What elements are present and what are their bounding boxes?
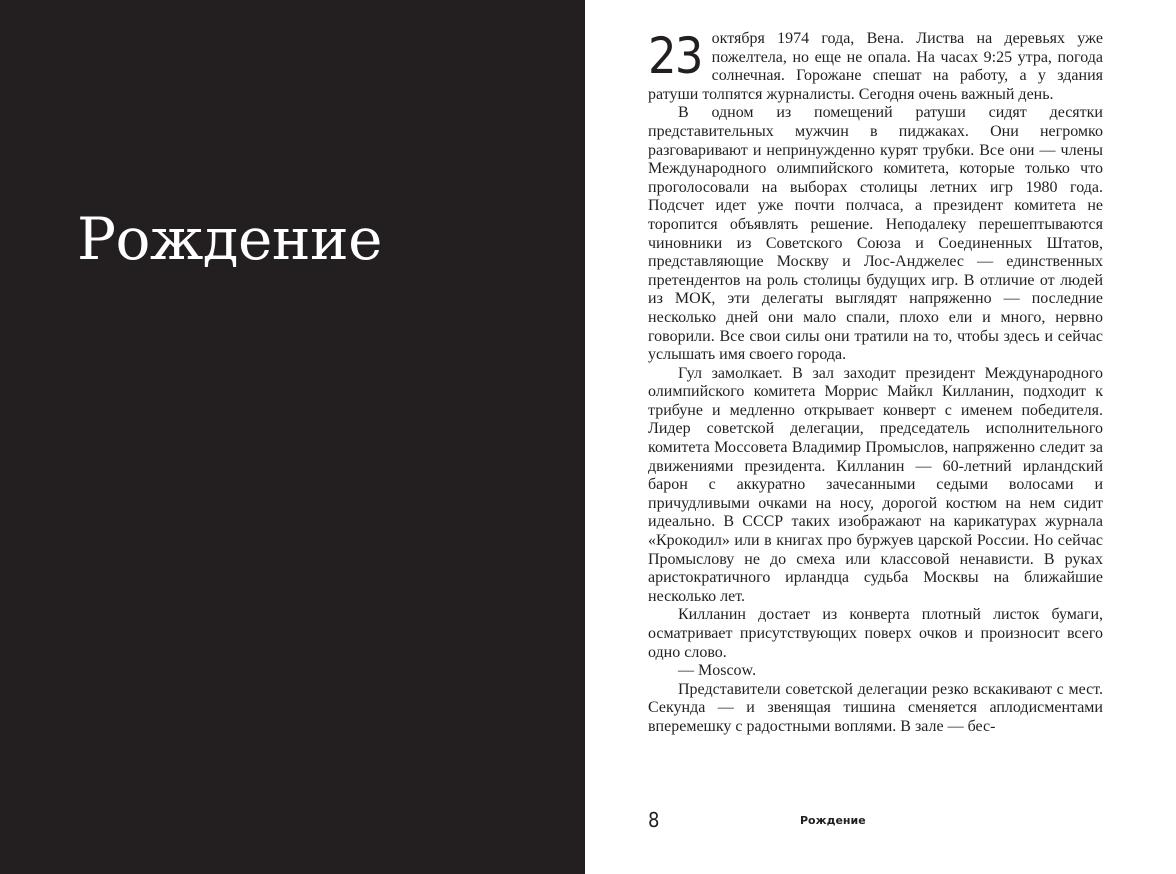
paragraph-4: Килланин достает из конверта плотный листок бумаги, осматривает присутствующих поверх очков и произносит всего одно слово. xyxy=(648,606,1103,661)
paragraph-1-text: октября 1974 года, Вена. Листва на деревьях уже пожелтела, но еще не опала. На часах 9:25 утра, погода солнечная. Горожане спешат на работу, а у здания ратуши толпятся журналисты. Сегодня очень важный день. xyxy=(648,30,1103,103)
chapter-title: Рождение xyxy=(77,205,382,273)
page-footer xyxy=(648,808,1103,836)
paragraph-1 xyxy=(648,27,1103,104)
paragraph-6: Представители советской делегации резко вскакивают с мест. Секунда — и звенящая тишина сменяется аплодисментами вперемешку с радостными воплями. В зале — бес- xyxy=(648,680,1103,735)
right-page xyxy=(585,0,1176,874)
body-text xyxy=(648,27,1103,737)
running-head: Рождение xyxy=(800,814,866,827)
drop-cap-date: 23 xyxy=(648,27,702,85)
left-page xyxy=(0,0,585,874)
paragraph-5: — Moscow. xyxy=(678,662,757,680)
paragraph-2: В одном из помещений ратуши сидят десятки представительных мужчин в пиджаках. Они негромко разговаривают и непринужденно курят трубки. Все они — члены Международного олимпийского комитета, которые только что проголосовали на выборах столицы летних игр 1980 года. Подсчет идет уже почти полчаса, а президент комитета не торопится объявлять решение. Неподалеку перешептываются чиновники из Советского Союза и Соединенных Штатов, представляющие Москву и Лос-Анджелес — единственных претендентов на роль столицы будущих игр. В отличие от людей из МОК, эти делегаты выглядят напряженно — последние несколько дней они мало спали, плохо ели и много, нервно говорили. Все свои силы они тратили на то, чтобы здесь и сейчас услышать имя своего города. xyxy=(648,104,1103,364)
page-number: 8 xyxy=(648,808,660,832)
paragraph-3: Гул замолкает. В зал заходит президент Международного олимпийского комитета Моррис Майкл Килланин, подходит к трибуне и медленно открывает конверт с именем победителя. Лидер советской делегации, председатель исполнительного комитета Моссовета Владимир Промыслов, напряженно следит за движениями президента. Килланин — 60-летний ирландский барон с аккуратно зачесанными седыми волосами и причудливыми очками на носу, дорогой костюм на нем сидит идеально. В СССР таких изображают на карикатурах журнала «Крокодил» или в книгах про буржуев царской России. Но сейчас Промыслову не до смеха или классовой ненависти. В руках аристократичного ирландца судьба Москвы на ближайшие несколько лет. xyxy=(648,364,1103,605)
